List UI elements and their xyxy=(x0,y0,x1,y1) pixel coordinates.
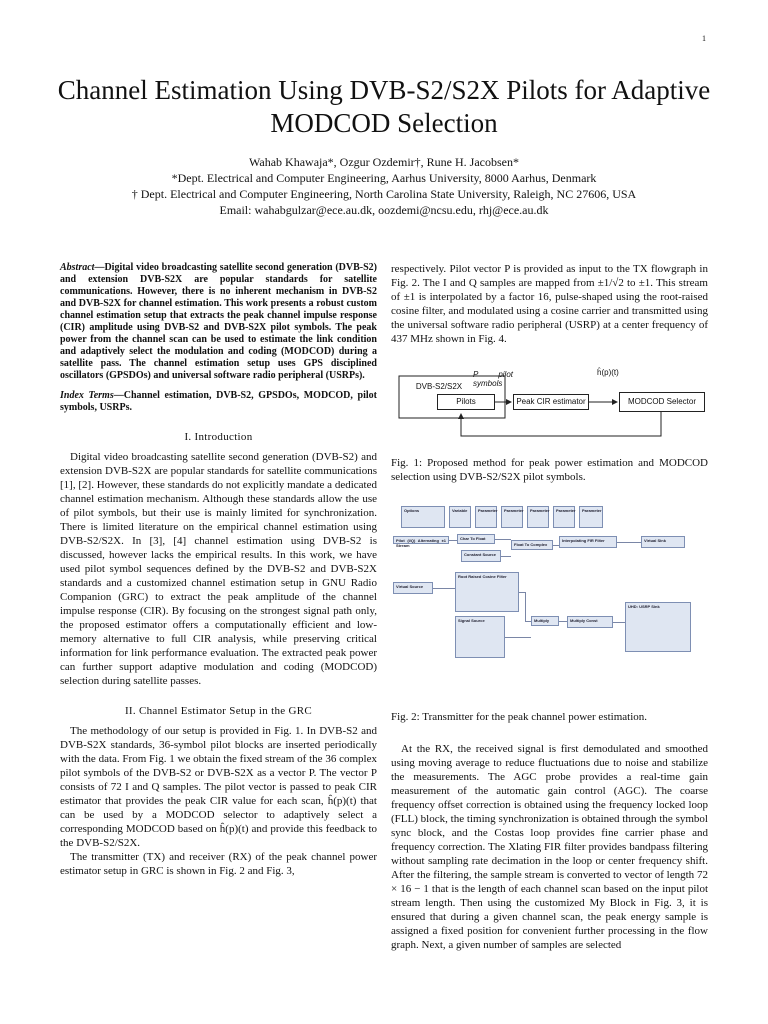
flowgraph-block xyxy=(527,506,549,528)
flowgraph-block-title: Signal Source xyxy=(458,618,485,623)
author-names: Wahab Khawaja*, Ozgur Ozdemir†, Rune H. Jacobsen* xyxy=(249,155,519,169)
flowgraph-block xyxy=(567,616,613,628)
figure-2-caption: Fig. 2: Transmitter for the peak channel power estimation. xyxy=(391,711,648,723)
abstract xyxy=(60,262,377,382)
index-terms xyxy=(60,390,377,414)
section-2-paragraph-1: The methodology of our setup is provided in Fig. 1. In DVB-S2 and DVB-S2X standards, 36-symbol pilot blocks are inserted periodically with the data. From Fig. 1 we obtain the fixed stream of the 36 complex pilot symbols of the DVB-S2 or DVB-S2X as a vector P. The vector P consists of 72 I and Q samples. The pilot vector is passed to peak CIR estimator that provides the peak CIR value for each scan, ĥ(p)(t) that can be used by a MODCOD selector to adaptively select a corresponding MODCOD based on ĥ(p)(t) and provide this feedback to the DVB-S2/S2X. xyxy=(60,725,377,849)
flowgraph-wire xyxy=(617,542,641,543)
peak-cir-estimator-box: Peak CIR estimator xyxy=(513,394,589,410)
right-paragraph-1: respectively. Pilot vector P is provided as input to the TX flowgraph in Fig. 2. The I and Q samples are mapped from ±1/√2 to ±1. This stream of ±1 is interpolated by a factor 16, pulse-shaped using the root-raised cosine filter, and modulated using a cosine carrier and transmitted using the universal software radio peripheral (USRP) at a center frequency of 437 MHz shown in Fig. 4. xyxy=(391,263,708,345)
flowgraph-block xyxy=(475,506,497,528)
flowgraph-block xyxy=(393,536,449,548)
flowgraph-block-title: Parameter xyxy=(582,508,602,513)
flowgraph-block-title: Float To Complex xyxy=(514,542,548,547)
figure-1-diagram xyxy=(391,366,708,444)
flowgraph-block-title: UHD: USRP Sink xyxy=(628,604,660,609)
flowgraph-block xyxy=(457,534,495,544)
abstract-text: —Digital video broadcasting satellite second generation (DVB-S2) and extension DVB-S2X are popular standards for satellite communications. However, there is no inherent mechanism in DVB-S2 and DVB-S2X for channel estimation. This work presents a robust custom channel estimation setup that extracts the peak channel impulse response (CIR) amplitude using DVB-S2 and DVB-S2X pilot symbols. The peak power from the channel scan can be used to estimate the link condition and adaptively select the modulation and coding (MODCOD) during a satellite pass. The channel estimation setup uses GPS disciplined oscillators (GPSDOs) and universal software radio peripheral (USRPs). xyxy=(60,262,377,381)
pilots-box: Pilots xyxy=(437,394,495,410)
flowgraph-wire xyxy=(505,637,531,638)
affiliation-1: *Dept. Electrical and Computer Engineering, Aarhus University, 8000 Aarhus, Denmark xyxy=(171,171,597,185)
flowgraph-wire xyxy=(559,621,567,622)
flowgraph-block-title: Multiply Const xyxy=(570,618,598,623)
flowgraph-block xyxy=(455,572,519,612)
flowgraph-block-title: Constant Source xyxy=(464,552,497,557)
flowgraph-wire xyxy=(525,592,526,621)
flowgraph-block-title: Variable xyxy=(452,508,468,513)
flowgraph-wire xyxy=(613,622,625,623)
right-paragraph-2: At the RX, the received signal is first demodulated and smoothed using moving average to reduce fluctuations due to noise and stabilize the measurements. The AGC probe provides a real-time gain measurement of the automatic gain control (AGC). The coarse frequency offset correction is obtained using the frequency locked loop (FLL) block, the timing synchronization is obtained through the symbol sync block, and the Costas loop provides fine carrier phase and frequency correction. The Xlating FIR filter provides bandpass filtering without sampling rate decimation in the loop or center frequency shift. After the filtering, the sample stream is converted to vector of length 72 × 16 − 1 that is the length of each channel scan based on the input pilot stream length. Then using the customized My Block in Fig. 3, it is ensured that during a given channel scan, the peak energy sample is assigned a fixed position for convenient further processing in the flow graph. Next, a given number of samples are selected xyxy=(391,743,708,951)
flowgraph-block xyxy=(511,540,553,550)
pilot-symbols-label: P pilot symbols xyxy=(473,370,513,388)
flowgraph-block xyxy=(449,506,471,528)
flowgraph-block-title: Root Raised Cosine Filter xyxy=(458,574,507,579)
h-estimate-label: ĥ(p)(t) xyxy=(597,368,619,377)
flowgraph-block-title: Char To Float xyxy=(460,536,486,541)
left-column xyxy=(60,262,377,878)
flowgraph-block-title: Pilot (I/Q) Alternating ±1 Stream xyxy=(396,538,446,548)
figure-1-caption: Fig. 1: Proposed method for peak power estimation and MODCOD selection using DVB-S2/S2X pilot symbols. xyxy=(391,457,708,483)
flowgraph-block-title: Multiply xyxy=(534,618,550,623)
flowgraph-wire xyxy=(501,556,511,557)
flowgraph-block xyxy=(393,582,433,594)
flowgraph-block-title: Virtual Sink xyxy=(644,538,666,543)
flowgraph-wire xyxy=(495,539,511,540)
modcod-selector-box: MODCOD Selector xyxy=(619,392,705,412)
flowgraph-block xyxy=(531,616,559,626)
section-1-heading: I. Introduction xyxy=(184,431,253,443)
dvb-label: DVB-S2/S2X xyxy=(405,380,473,394)
flowgraph-wire xyxy=(449,540,457,541)
flowgraph-block xyxy=(501,506,523,528)
flowgraph-block-title: Virtual Source xyxy=(396,584,424,589)
figure-2-flowgraph xyxy=(391,504,708,704)
flowgraph-block-title: Interpolating FIR Filter xyxy=(562,538,605,543)
flowgraph-block xyxy=(579,506,603,528)
section-2-paragraph-2: The transmitter (TX) and receiver (RX) of the peak channel power estimator setup in GRC is shown in Fig. 2 and Fig. 3, xyxy=(60,851,377,877)
flowgraph-wire xyxy=(433,588,455,589)
section-2-heading: II. Channel Estimator Setup in the GRC xyxy=(124,705,313,717)
flowgraph-block-title: Parameter xyxy=(478,508,498,513)
flowgraph-block xyxy=(455,616,505,658)
abstract-label: Abstract xyxy=(60,262,95,273)
index-terms-label: Index Terms xyxy=(60,390,114,401)
flowgraph-block xyxy=(401,506,445,528)
flowgraph-block-title: Options xyxy=(404,508,420,513)
page-number: 1 xyxy=(702,34,706,43)
section-1-paragraph: Digital video broadcasting satellite second generation (DVB-S2) and extension DVB-S2X are popular standards for satellite communications [1], [2]. However, these standards do not explicitly mandate a dedicated channel estimation mechanism. Although these standards allow the use of pilot symbols, but their use is mainly limited for synchronization. There is limited literature on the empirical channel estimation using DVB-S2/S2X. In [3], [4] channel estimation using DVB-S2 is discussed, however lacks the empirical results. In this work, we have used pilot symbol sequences defined by the DVB-S2 and DVB-S2X standards and a customized channel estimation setup in GNU Radio Companion (GRC) to extract the peak amplitude of the channel impulse response (CIR). By focusing on the strongest signal path only, the proposed estimator offers a computationally efficient and low-memory alternative to full CIR analysis, while preserving critical information for link performance evaluation. The extracted peak power can further support adaptive modulation and coding (MODCOD) selection during satellite passes. xyxy=(60,451,377,687)
right-column xyxy=(391,262,708,952)
author-emails: Email: wahabgulzar@ece.au.dk, oozdemi@ncsu.edu, rhj@ece.au.dk xyxy=(219,203,549,217)
affiliation-2: † Dept. Electrical and Computer Engineering, North Carolina State University, Raleigh, NC 27606, USA xyxy=(131,187,637,201)
flowgraph-block-title: Parameter xyxy=(530,508,550,513)
flowgraph-block xyxy=(641,536,685,548)
flowgraph-block-title: Parameter xyxy=(556,508,576,513)
paper-title: Channel Estimation Using DVB-S2/S2X Pilots for Adaptive MODCOD Selection xyxy=(57,75,711,138)
flowgraph-block-title: Parameter xyxy=(504,508,524,513)
author-block xyxy=(40,154,728,218)
index-terms-text: —Channel estimation, DVB-S2, GPSDOs, MODCOD, pilot symbols, USRPs. xyxy=(60,390,377,413)
flowgraph-block xyxy=(625,602,691,652)
flowgraph-block xyxy=(461,550,501,562)
flowgraph-block xyxy=(559,536,617,548)
flowgraph-block xyxy=(553,506,575,528)
